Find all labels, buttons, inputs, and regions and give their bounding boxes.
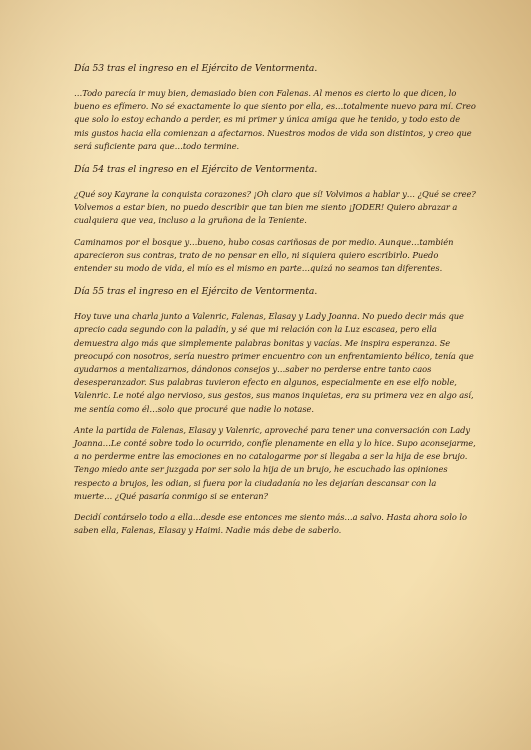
entry-paragraph: Decidí contárselo todo a ella…desde ese entonces me siento más…a salvo. Hasta ahora solo lo saben ella, Falenas, Elasay y Haimi. Nadie más debe de saberlo. [74, 512, 467, 536]
entry-title: Día 53 tras el ingreso en el Ejército de Ventormenta. [74, 63, 318, 74]
entry-paragraph: Ante la partida de Falenas, Elasay y Valenric, aproveché para tener una conversación con Lady Joanna…Le conté sobre todo lo ocurrido, confíe plenamente en ella y lo hice. Supo aconsejarme, a no perderme entre las emociones en no catalogarme por si llegaba a ser la hija de ese brujo. Tengo miedo ante ser juzgada por ser solo la hija de un brujo, he escuchado las opiniones respecto a brujos, les odian, si fuera por la ciudadanía no les dejarían descansar con la muerte… ¿Qué pasaría conmigo si se enteran? [74, 424, 476, 501]
diary-page [74, 62, 476, 545]
entry-paragraph: Hoy tuve una charla junto a Valenric, Falenas, Elasay y Lady Joanna. No puedo decir más que aprecio cada segundo con la paladín, y sé que mi relación con la Luz escasea, pero ella demuestra algo más que simplemente palabras bonitas y vacías. Me inspira esperanza. Se preocupó con nosotros, sería nuestro primer encuentro con un enfrentamiento bélico, tenía que ayudarnos a mentalizarnos, dándonos consejos y…saber no perderse entre tanto caos desesperanzador. Sus palabras tuvieron efecto en algunos, especialmente en ese elfo noble, Valenric. Le noté algo nervioso, sus gestos, sus manos inquietas, era su primera vez en algo así, me sentía como él…solo que procuré que nadie lo notase. [74, 311, 474, 414]
entry-paragraph: …Todo parecía ir muy bien, demasiado bien con Falenas. Al menos es cierto lo que dicen, lo bueno es efímero. No sé exactamente lo que siento por ella, es…totalmente nuevo para mí. Creo que solo lo estoy echando a perder, es mi primer y única amiga que he tenido, y todo esto de mis gustos hacia ella comienzan a afectarnos. Nuestros modos de vida son distintos, y creo que será suficiente para que…todo termine. [74, 88, 476, 151]
diary-entry-day-53 [74, 62, 476, 153]
entry-title: Día 55 tras el ingreso en el Ejército de Ventormenta. [74, 286, 318, 298]
entry-paragraph: ¿Qué soy Kayrane la conquista corazones? ¡Oh claro que sí! Volvimos a hablar y… ¿Qué se cree? Volvemos a estar bien, no puedo describir que tan bien me siento ¡JODER! Quiero abrazar a cualquiera que vea, incluso a la gruñona de la Teniente. [74, 189, 476, 226]
diary-entry-day-55 [74, 285, 476, 537]
entry-title: Día 54 tras el ingreso en el Ejército de Ventormenta. [74, 164, 318, 176]
entry-paragraph: Caminamos por el bosque y…bueno, hubo cosas cariñosas de por medio. Aunque…también aparecieron sus contras, trato de no pensar en ello, ni siquiera quiero escribirlo. Puedo entender su modo de vida, el mío es el mismo en parte…quizá no seamos tan diferentes. [74, 236, 454, 274]
diary-entry-day-54 [74, 163, 476, 275]
